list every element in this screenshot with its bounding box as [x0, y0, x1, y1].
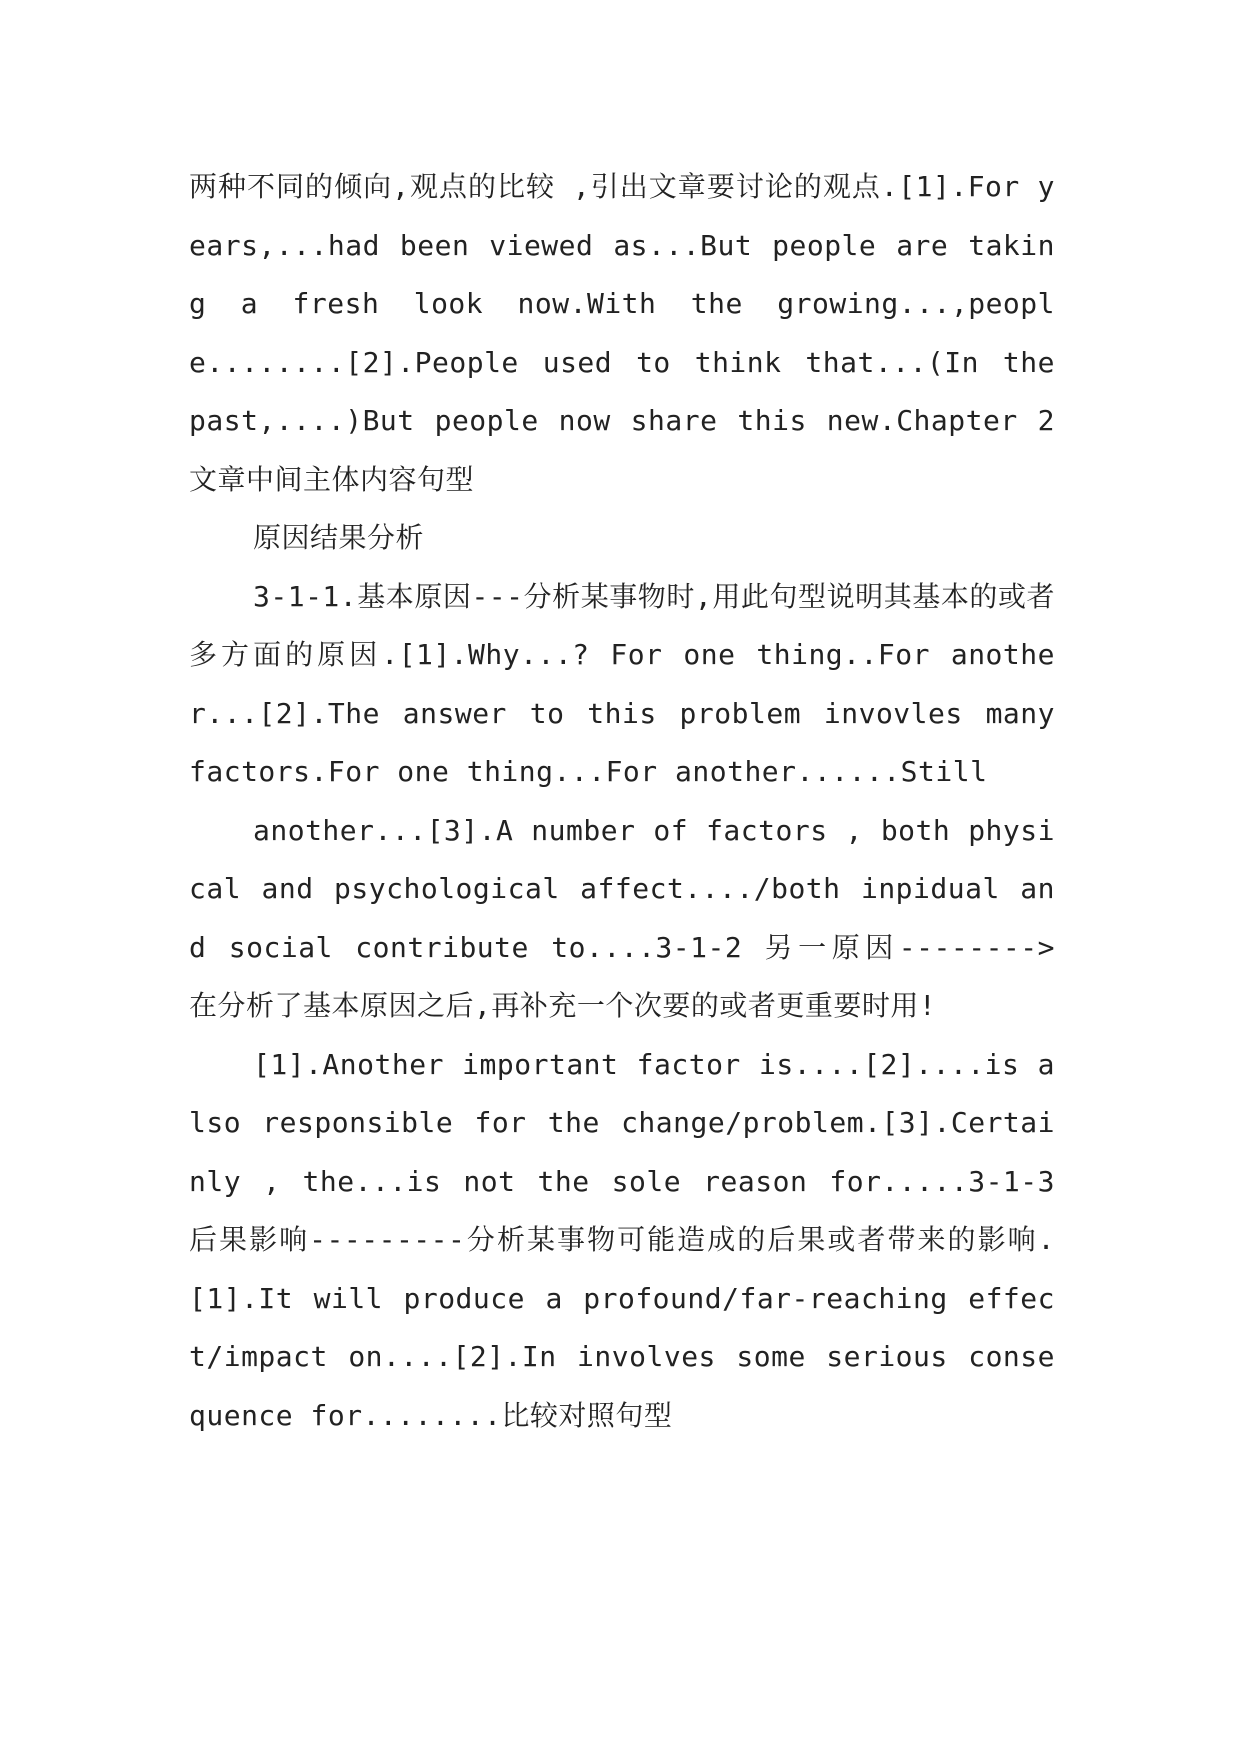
paragraph-basic-reason: 3-1-1.基本原因---分析某事物时,用此句型说明其基本的或者多方面的原因.[1].Why...? For one thing..For another...[2].The answer to this problem invovles many factors.For one thing...For another......Still — [189, 579, 1055, 788]
paragraph-consequences: [1].Another important factor is....[2]....is also responsible for the change/problem.[3].Certainly , the...is not the sole reason for.....3-1-3 后果影响---------分析某事物可能造成的后果或者带来的影响.[1].It will produce a profound/far-reaching effect/impact on....[2].In involves some serious consequence for........比较对照句型 — [189, 1047, 1055, 1432]
document-body — [189, 158, 1055, 1445]
paragraph-heading-cause-effect: 原因结果分析 — [253, 521, 425, 554]
paragraph-another-reason: another...[3].A number of factors , both physical and psychological affect..../both inpidual and social contribute to....3-1-2 另一原因--------> 在分析了基本原因之后,再补充一个次要的或者更重要时用! — [189, 813, 1055, 1022]
paragraph-intro: 两种不同的倾向,观点的比较 ,引出文章要讨论的观点.[1].For years,...had been viewed as...But people are taking a fresh look now.With the growing...,people........[2].People used to think that...(In the past,....)But people now share this new.Chapter 2 文章中间主体内容句型 — [189, 170, 1055, 496]
